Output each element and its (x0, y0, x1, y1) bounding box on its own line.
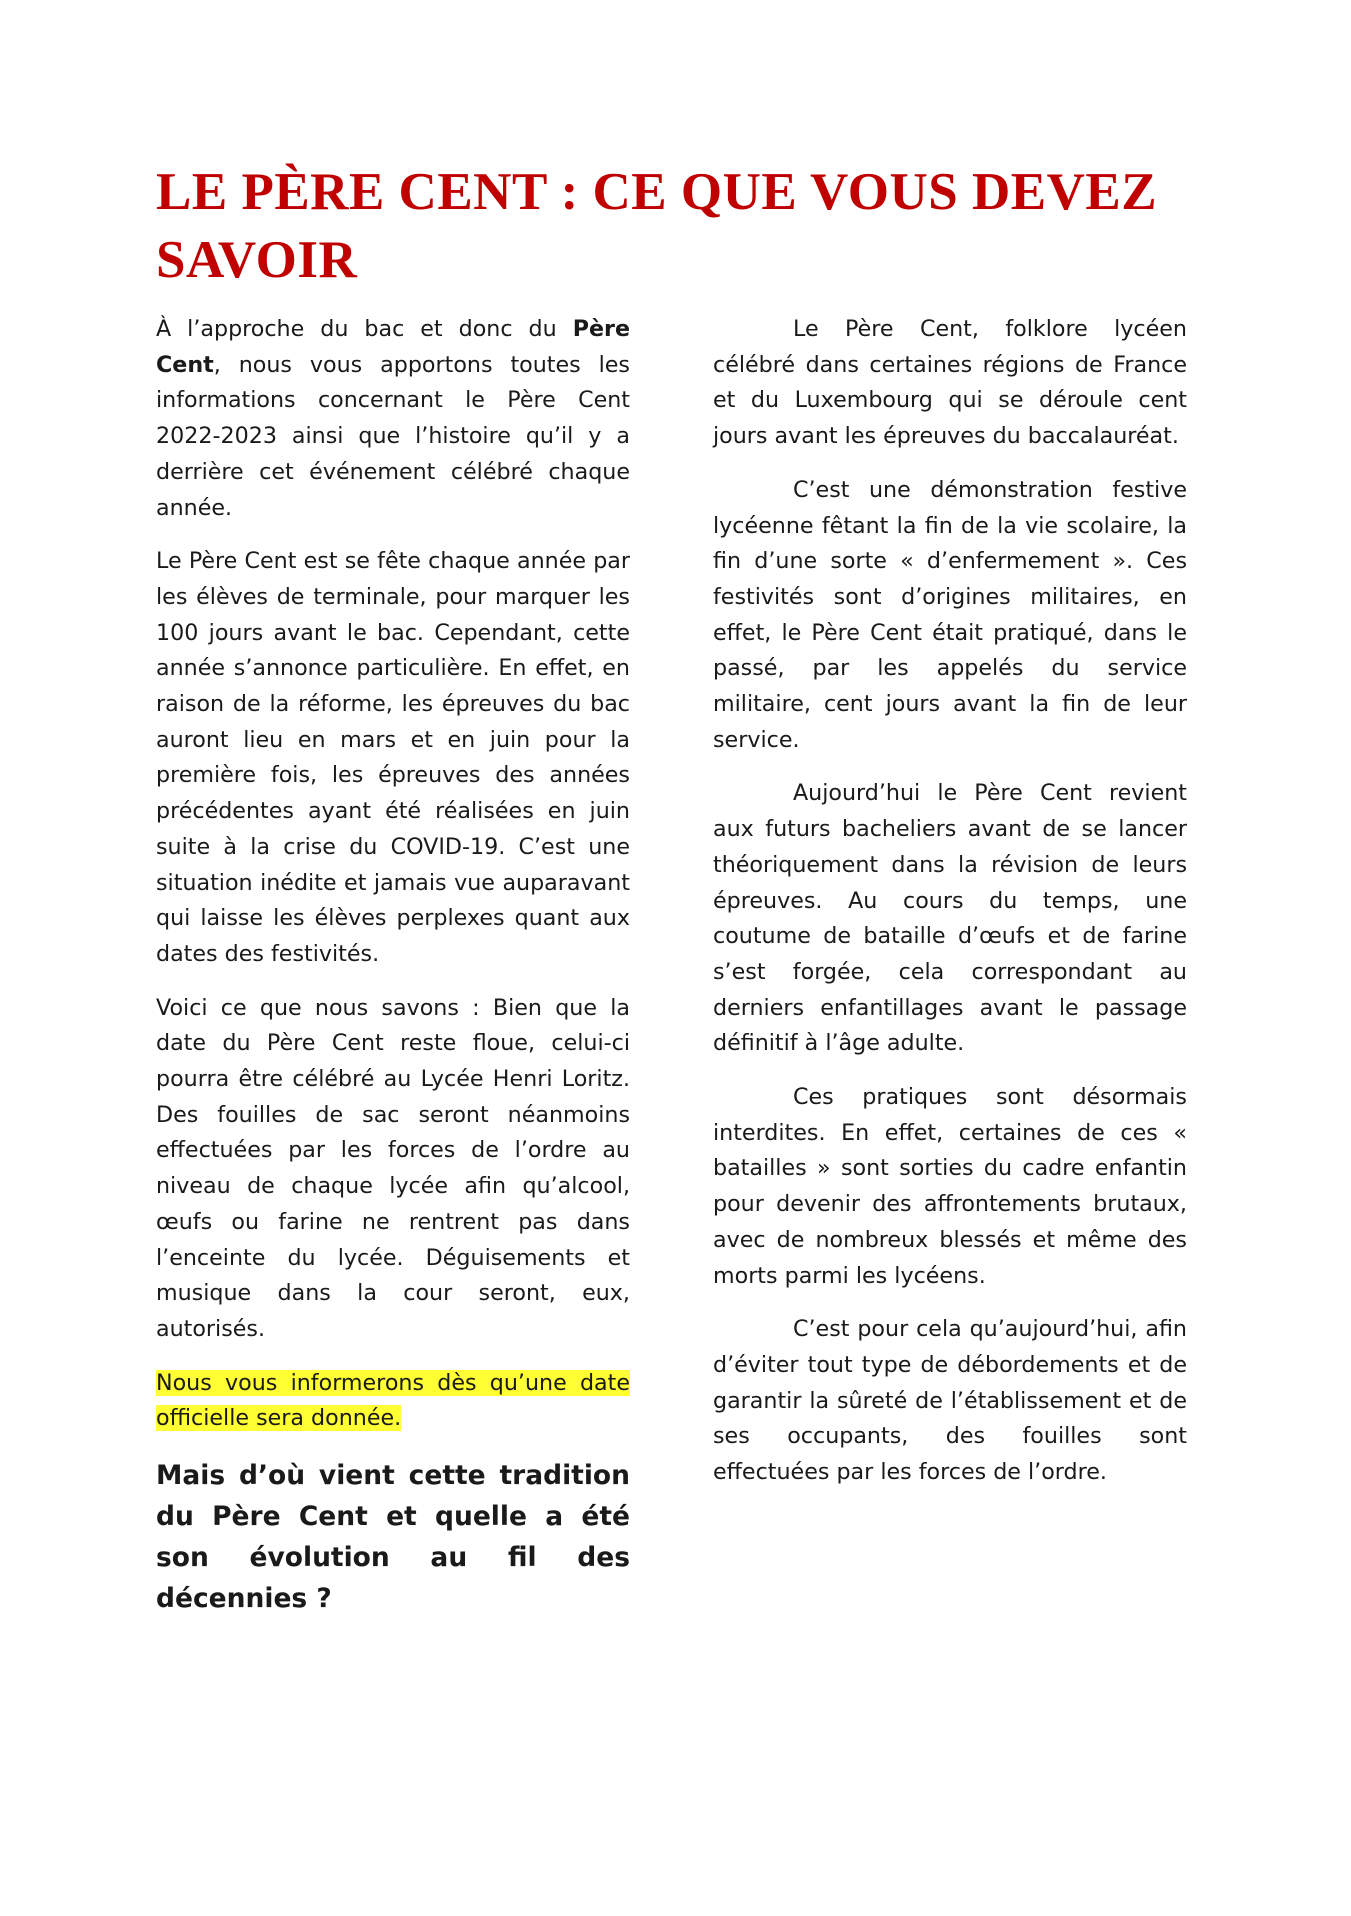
paragraph-folklore: Le Père Cent, folklore lycéen célébré dans certaines régions de France et du Luxembourg qui se déroule cent jours avant les épreuves du baccalauréat. (713, 316, 1187, 450)
highlighted-notice: Nous vous informerons dès qu’une date officielle sera donnée. (156, 1369, 630, 1432)
intro-text-start: À l’approche du bac et donc du (156, 316, 573, 342)
article-title: LE PÈRE CENT : CE QUE VOUS DEVEZ SAVOIR (156, 163, 1158, 289)
paragraph-reform: Le Père Cent est se fête chaque année par les élèves de terminale, pour marquer les 100 jours avant le bac. Cependant, cette année s’annonce particulière. En effet, en raison de la réforme, les épreuves du bac auront lieu en mars et en juin pour la première fois, les épreuves des années précédentes ayant été réalisées en juin suite à la crise du COVID-19. C’est une situation inédite et jamais vue auparavant qui laisse les élèves perplexes quant aux dates des festivités. (156, 548, 630, 967)
right-column (713, 312, 1187, 1509)
paragraph-forbidden: Ces pratiques sont désormais interdites. En effet, certaines de ces « batailles » sont sorties du cadre enfantin pour devenir des affrontements brutaux, avec de nombreux blessés et même des morts parmi les lycéens. (713, 1084, 1187, 1289)
paragraph-military-origin: C’est une démonstration festive lycéenne fêtant la fin de la vie scolaire, la fin d’une sorte « d’enfermement ». Ces festivités sont d’origines militaires, en effet, le Père Cent était pratiqué, dans le passé, par les appelés du service militaire, cent jours avant la fin de leur service. (713, 476, 1187, 753)
highlight-paragraph (156, 1366, 630, 1437)
intro-text-end: , nous vous apportons toutes les informations concernant le Père Cent 2022-2023 ainsi que l’histoire qu’il y a derrière cet événement célébré chaque année. (156, 351, 630, 521)
section-subheading: Mais d’où vient cette tradition du Père Cent et quelle a été son évolution au fil des décennies ? (156, 1460, 630, 1615)
paragraph-tradition: Aujourd’hui le Père Cent revient aux futurs bacheliers avant de se lancer théoriquement dans la révision de leurs épreuves. Au cours du temps, une coutume de bataille d’œufs et de farine s’est forgée, cela correspondant au derniers enfantillages avant le passage définitif à l’âge adulte. (713, 780, 1187, 1057)
paragraph-what-we-know: Voici ce que nous savons : Bien que la date du Père Cent reste floue, celui-ci pourra être célébré au Lycée Henri Loritz. Des fouilles de sac seront néanmoins effectuées par les forces de l’ordre au niveau de chaque lycée afin qu’alcool, œufs ou farine ne rentrent pas dans l’enceinte du lycée. Déguisements et musique dans la cour seront, eux, autorisés. (156, 994, 630, 1342)
left-column (156, 312, 630, 1619)
paragraph-security: C’est pour cela qu’aujourd’hui, afin d’éviter tout type de débordements et de garantir la sûreté de l’établissement et de ses occupants, des fouilles sont effectuées par les forces de l’ordre. (713, 1316, 1187, 1486)
intro-paragraph (156, 312, 630, 526)
intro-bold-text: Père Cent (156, 316, 630, 378)
